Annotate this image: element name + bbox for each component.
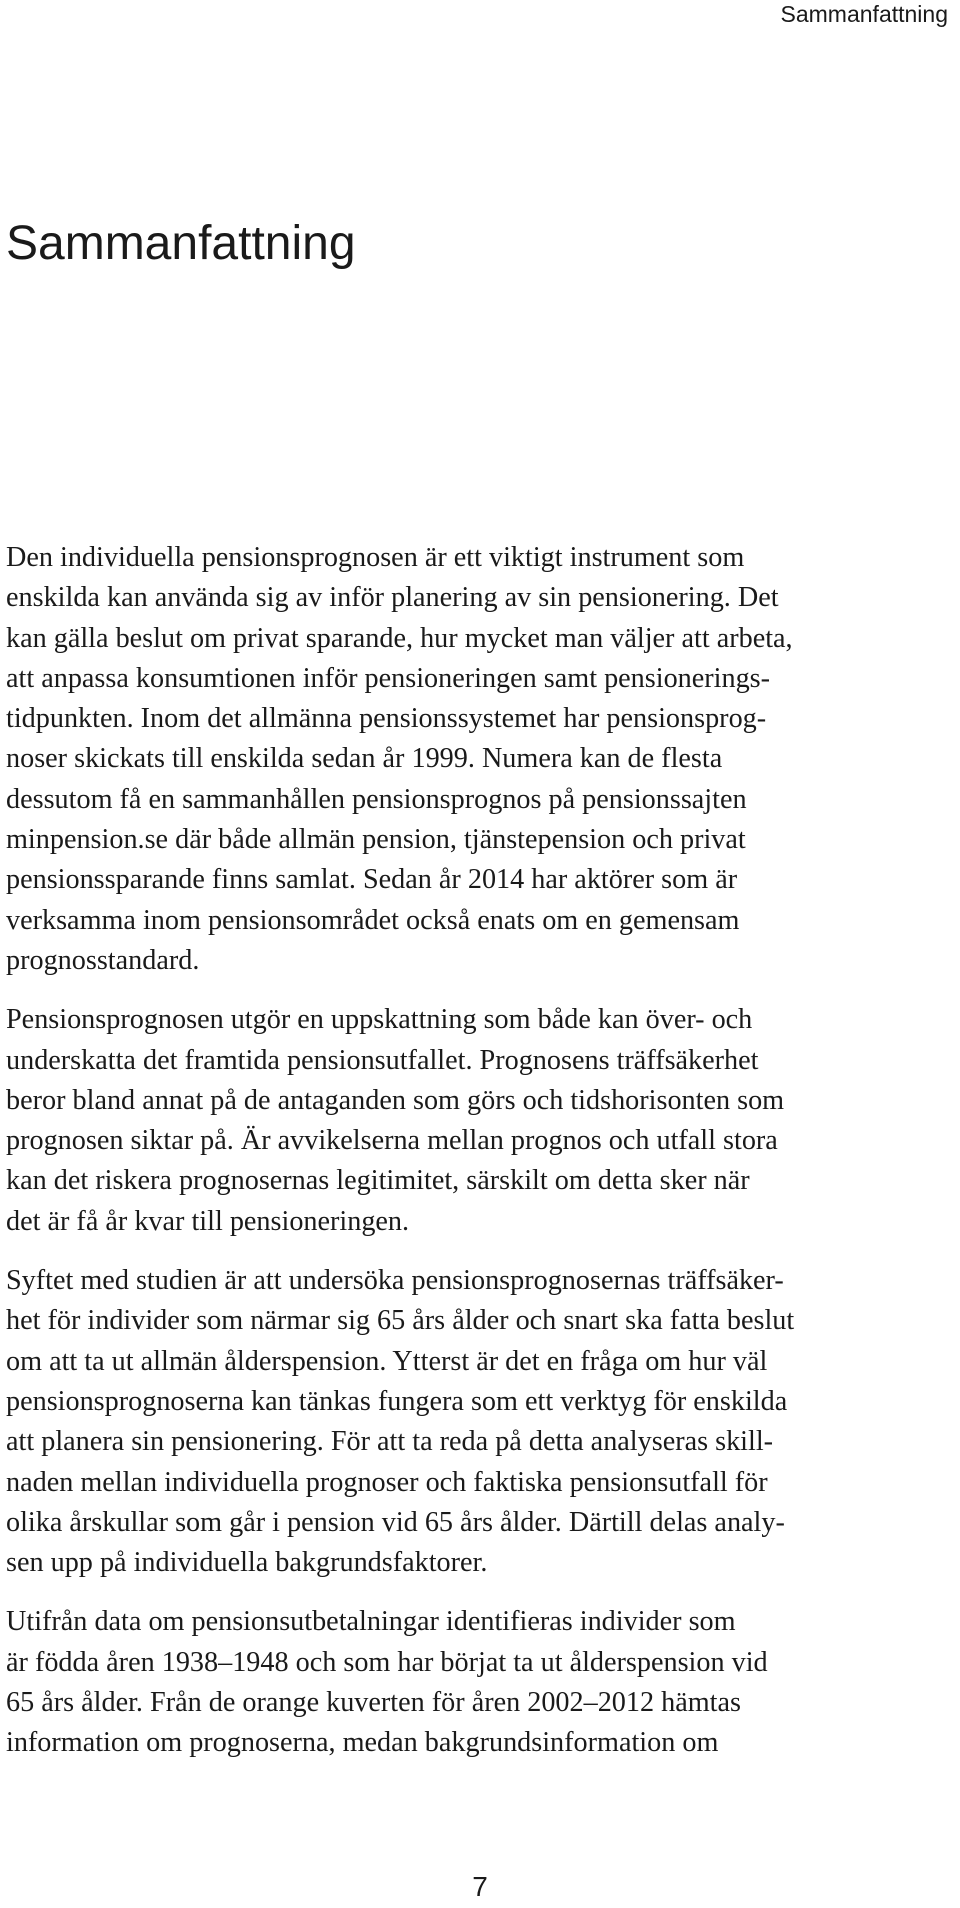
text-line: 65 års ålder. Från de orange kuverten för åren 2002–2012 hämtas xyxy=(6,1687,741,1719)
paragraph-2 xyxy=(6,1000,936,1242)
text-line: Utifrån data om pensionsutbetalningar identifieras individer som xyxy=(6,1606,736,1638)
text-line: underskatta det framtida pensionsutfallet. Prognosens träffsäkerhet xyxy=(6,1044,759,1076)
text-line: beror bland annat på de antaganden som görs och tidshorisonten som xyxy=(6,1084,785,1116)
text-line: minpension.se där både allmän pension, tjänstepension och privat xyxy=(6,824,746,856)
text-line: prognosen siktar på. Är avvikelserna mellan prognos och utfall stora xyxy=(6,1125,778,1157)
body-text xyxy=(6,538,936,1783)
text-line: är födda åren 1938–1948 och som har börjat ta ut ålderspension vid xyxy=(6,1646,768,1678)
paragraph-4 xyxy=(6,1602,936,1763)
text-line: om att ta ut allmän ålderspension. Ytterst är det en fråga om hur väl xyxy=(6,1345,768,1377)
text-line: Pensionsprognosen utgör en uppskattning som både kan över- och xyxy=(6,1004,753,1036)
text-line: kan gälla beslut om privat sparande, hur mycket man väljer att arbeta, xyxy=(6,622,793,654)
paragraph-1 xyxy=(6,538,936,981)
page-number: 7 xyxy=(472,1871,488,1902)
text-line: olika årskullar som går i pension vid 65 års ålder. Därtill delas analy- xyxy=(6,1506,785,1538)
text-line: Den individuella pensionsprognosen är ett viktigt instrument som xyxy=(6,542,745,573)
text-line: pensionsprognoserna kan tänkas fungera som ett verktyg för enskilda xyxy=(6,1385,788,1417)
text-line: kan det riskera prognosernas legitimitet, särskilt om detta sker när xyxy=(6,1165,750,1197)
text-line: noser skickats till enskilda sedan år 1999. Numera kan de flesta xyxy=(6,743,723,775)
paragraph-3 xyxy=(6,1261,936,1583)
page-title: Sammanfattning xyxy=(6,217,356,270)
text-line: pensionssparande finns samlat. Sedan år 2014 har aktörer som är xyxy=(6,864,738,896)
text-line: det är få år kvar till pensioneringen. xyxy=(6,1205,410,1237)
text-line: enskilda kan använda sig av inför planering av sin pensionering. Det xyxy=(6,582,779,614)
text-line: het för individer som närmar sig 65 års ålder och snart ska fatta beslut xyxy=(6,1305,795,1337)
running-header: Sammanfattning xyxy=(780,1,948,27)
text-line: verksamma inom pensionsområdet också enats om en gemensam xyxy=(6,904,740,936)
text-line: naden mellan individuella prognoser och faktiska pensionsutfall för xyxy=(6,1466,768,1498)
text-line: Syftet med studien är att undersöka pensionsprognosernas träffsäker- xyxy=(6,1265,784,1297)
text-line: att planera sin pensionering. För att ta reda på detta analyseras skill- xyxy=(6,1426,774,1458)
text-line: att anpassa konsumtionen inför pensioneringen samt pensionerings- xyxy=(6,662,771,694)
text-line: information om prognoserna, medan bakgrundsinformation om xyxy=(6,1727,719,1759)
text-line: prognosstandard. xyxy=(6,944,200,976)
text-line: sen upp på individuella bakgrundsfaktorer. xyxy=(6,1547,488,1579)
text-line: dessutom få en sammanhållen pensionsprognos på pensionssajten xyxy=(6,783,747,815)
text-line: tidpunkten. Inom det allmänna pensionssystemet har pensionsprog- xyxy=(6,703,767,735)
